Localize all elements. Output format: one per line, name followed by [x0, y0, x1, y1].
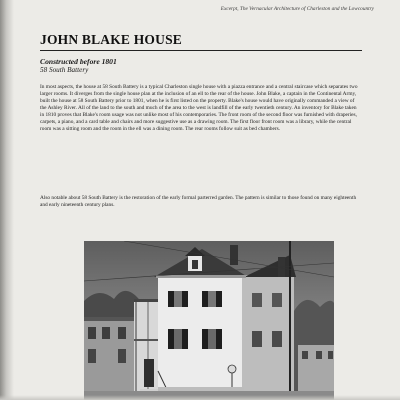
body-paragraph-1: In most aspects, the house at 58 South Battery is a typical Charleston single house with a piazza entrance and a central staircase which separates two larger rooms. It diverges from the single house plan at the inclusion of an ell to the rear of the house. John Blake, a captain in the Continental Army, built the house at 58 South Battery prior to 1801, when he is first listed on the property. Blake's house would have originally commanded a view of the Ashley River. All of the land to the south and much of the area to the west is landfill of the early twentieth century. An inventory for Blake taken in 1810 proves that Blake's room usage was not unlike most of his contemporaries. The front room of the second floor was furnished with draperies, carpets, a piano, and a card table and chairs and more suggestive use as a drawing room. The first floor front room was a library, while the central room was a sitting room and the room in the ell was a dining room. The rear rooms follow suit as bed chambers.	[40, 84, 358, 133]
house-photo-graphic	[84, 241, 334, 400]
page-fold	[0, 395, 400, 400]
binding-shadow	[0, 0, 14, 400]
title-divider	[40, 50, 362, 51]
address: 58 South Battery	[40, 66, 89, 74]
running-header: Excerpt, The Vernacular Architecture of Charleston and the Lowcountry	[220, 6, 374, 12]
chimney	[230, 245, 238, 265]
house-side-wall	[242, 275, 294, 400]
street-sign	[228, 365, 236, 373]
body-paragraph-2: Also notable about 58 South Battery is the restoration of the early formal parterred garden. The pattern is similar to those found on many eighteenth and early nineteenth century plans.	[40, 195, 357, 209]
construction-date: Constructed before 1801	[40, 57, 117, 66]
page-title: JOHN BLAKE HOUSE	[40, 32, 182, 47]
house-photo	[84, 241, 334, 400]
entrance-door	[144, 359, 154, 387]
